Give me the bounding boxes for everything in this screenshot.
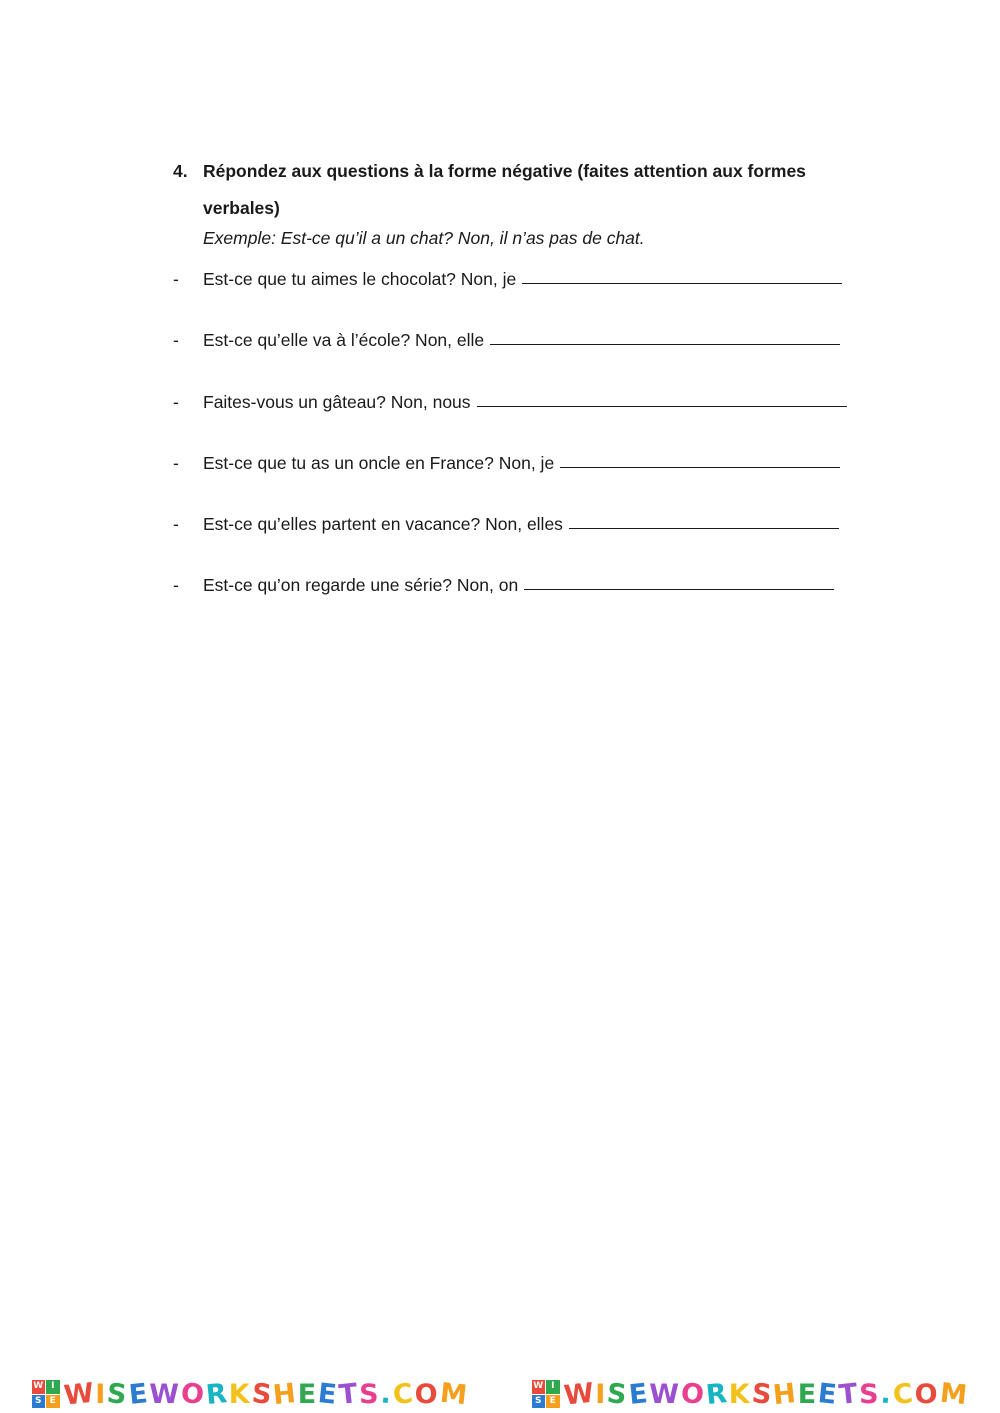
brand-letter: K <box>228 1378 252 1410</box>
brand-letter: S <box>250 1377 275 1411</box>
brand-letter: S <box>859 1378 881 1410</box>
question-heading <box>173 153 853 227</box>
question-block <box>173 153 853 250</box>
brand-letter: T <box>337 1377 361 1411</box>
exercise-list <box>173 266 873 634</box>
answer-blank[interactable] <box>560 466 840 468</box>
question-number: 4. <box>173 161 188 181</box>
brand-letter: S <box>605 1377 631 1411</box>
exercise-item <box>173 511 873 572</box>
answer-blank[interactable] <box>477 405 847 407</box>
brand-text <box>61 1376 471 1412</box>
list-dash: - <box>173 575 179 596</box>
brand-letter: I <box>595 1378 608 1410</box>
exercise-prompt: Faites-vous un gâteau? Non, nous <box>203 391 471 412</box>
example-sentence: Exemple: Est-ce qu’il a un chat? Non, il n’as pas de chat. <box>203 228 645 248</box>
brand-letter: W <box>561 1376 597 1412</box>
answer-blank[interactable] <box>490 343 840 345</box>
brand-letter: C <box>391 1377 417 1411</box>
brand-letter: O <box>179 1377 208 1411</box>
brand-text <box>561 1376 971 1412</box>
brand-letter: E <box>297 1378 319 1410</box>
brand-letter: T <box>837 1377 861 1411</box>
brand-letter: E <box>127 1377 151 1411</box>
brand-letter: . <box>378 1377 395 1411</box>
brand-letter: O <box>679 1377 708 1411</box>
brand-letter: C <box>891 1377 917 1411</box>
brand-logo <box>532 1376 971 1412</box>
brand-letter: K <box>728 1378 752 1410</box>
brand-letter: M <box>438 1377 471 1411</box>
exercise-prompt: Est-ce que tu as un oncle en France? Non, je <box>203 452 555 473</box>
answer-blank[interactable] <box>569 527 839 529</box>
brand-letter: H <box>271 1377 300 1411</box>
brand-letter: E <box>816 1377 841 1411</box>
brand-letter: S <box>359 1378 381 1410</box>
brand-letter: I <box>95 1378 108 1410</box>
brand-letter: W <box>649 1378 682 1410</box>
brand-letter: H <box>771 1377 800 1411</box>
list-dash: - <box>173 391 179 412</box>
exercise-item <box>173 266 873 327</box>
brand-letter: . <box>878 1377 895 1411</box>
footer-watermark <box>0 1378 1000 1410</box>
brand-letter: O <box>914 1378 940 1410</box>
exercise-prompt: Est-ce qu’elles partent en vacance? Non, elles <box>203 514 563 535</box>
list-dash: - <box>173 330 179 351</box>
list-dash: - <box>173 514 179 535</box>
exercise-prompt: Est-ce qu’on regarde une série? Non, on <box>203 575 519 596</box>
brand-letter: S <box>105 1377 131 1411</box>
answer-blank[interactable] <box>524 588 834 590</box>
brand-letter: M <box>938 1377 971 1411</box>
brand-letter: R <box>204 1377 231 1411</box>
brand-letter: O <box>414 1378 440 1410</box>
brand-letter: S <box>750 1377 775 1411</box>
exercise-item <box>173 389 873 450</box>
brand-letter: E <box>627 1377 651 1411</box>
exercise-prompt: Est-ce que tu aimes le chocolat? Non, je <box>203 269 517 289</box>
logo-mark-icon: W I S E <box>32 1380 60 1408</box>
exercise-prompt: Est-ce qu’elle va à l’école? Non, elle <box>203 330 485 351</box>
brand-letter: E <box>797 1378 819 1410</box>
exercise-item <box>173 327 873 388</box>
brand-letter: W <box>149 1378 182 1410</box>
answer-blank[interactable] <box>522 282 842 284</box>
brand-letter: E <box>316 1377 341 1411</box>
list-dash: - <box>173 269 179 289</box>
logo-mark-icon: W I S E <box>532 1380 560 1408</box>
exercise-item <box>173 450 873 511</box>
brand-logo <box>32 1376 471 1412</box>
brand-letter: R <box>704 1377 731 1411</box>
exercise-item <box>173 572 873 633</box>
question-title: Répondez aux questions à la forme négative (faites attention aux formes verbales) <box>203 161 806 218</box>
brand-letter: W <box>61 1376 97 1412</box>
list-dash: - <box>173 452 179 473</box>
